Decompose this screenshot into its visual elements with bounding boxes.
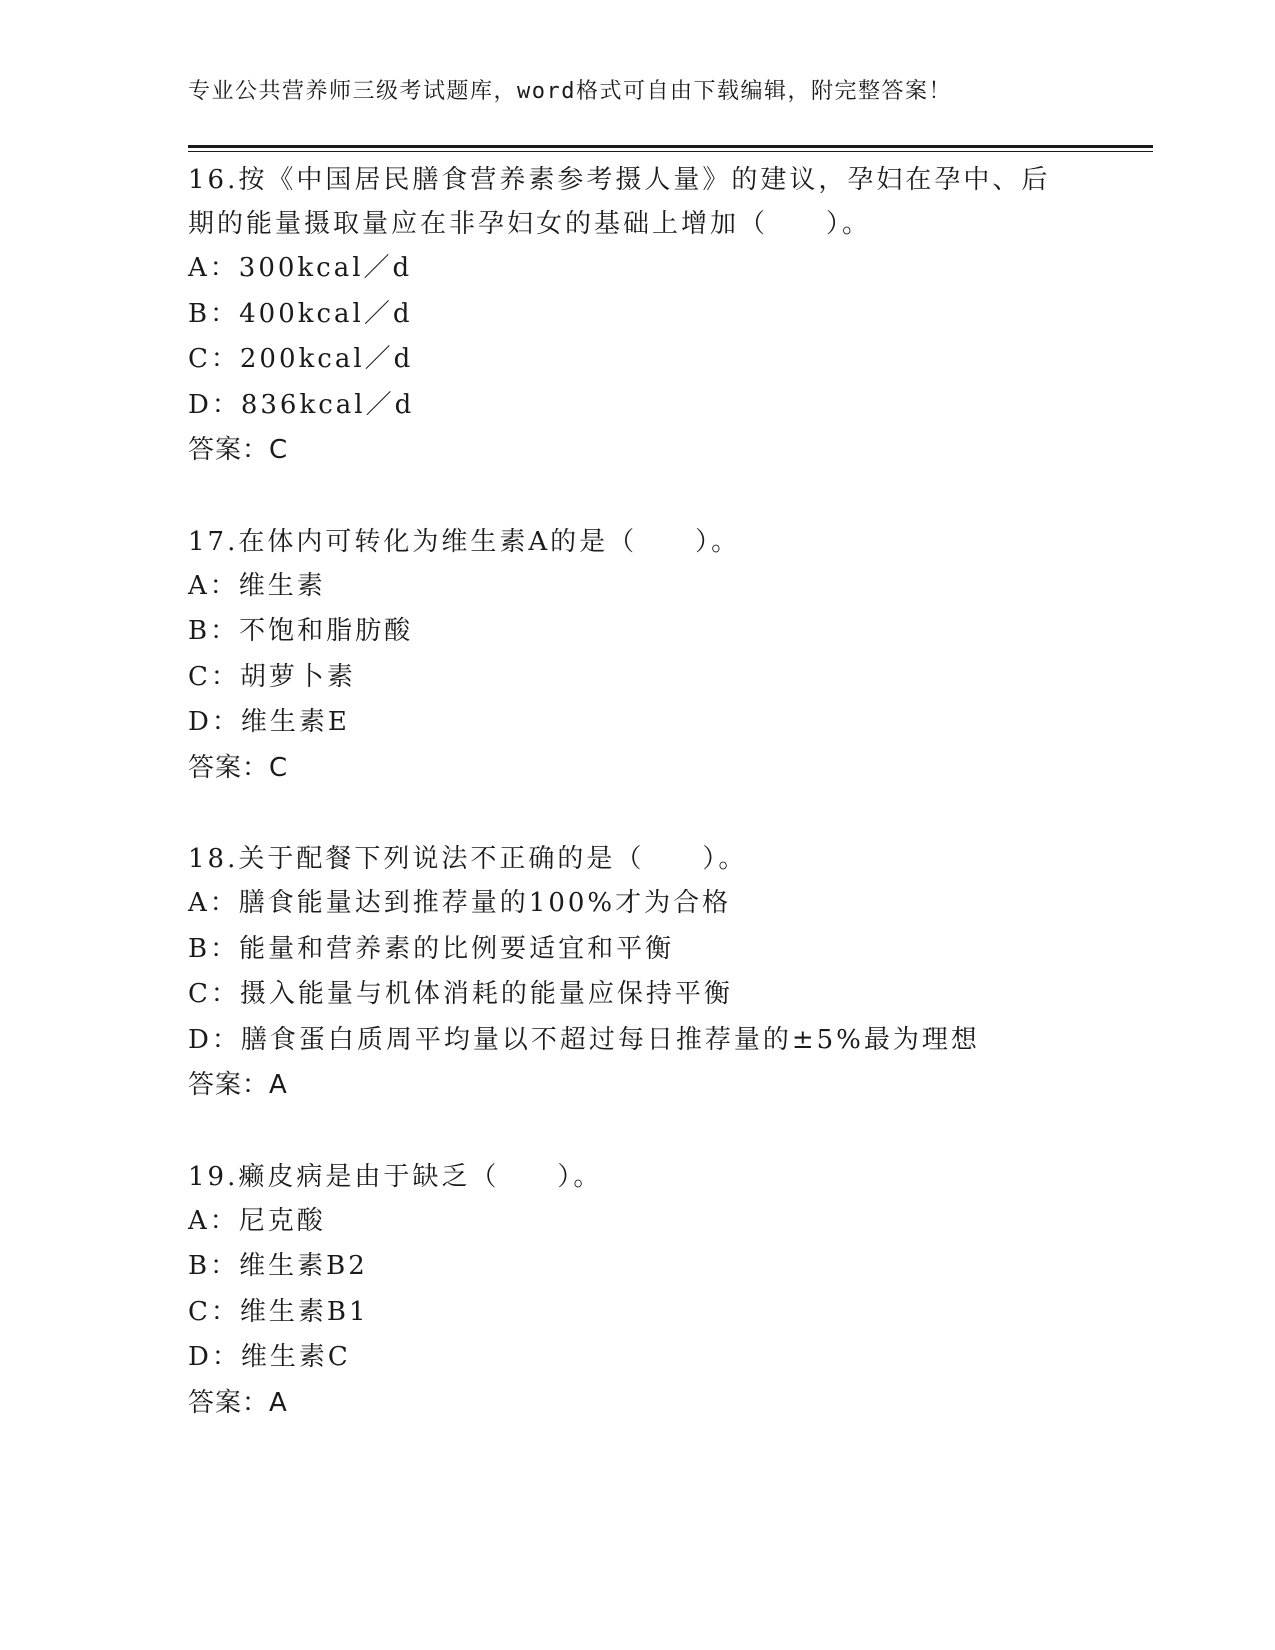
option-c: C：摄入能量与机体消耗的能量应保持平衡 bbox=[188, 979, 733, 1009]
header-rule bbox=[188, 145, 1153, 148]
answer: 答案：C bbox=[188, 435, 289, 465]
option-b: B：不饱和脂肪酸 bbox=[188, 616, 414, 646]
option-a: A：维生素 bbox=[188, 570, 326, 601]
page-header: 专业公共营养师三级考试题库，word格式可自由下载编辑，附完整答案！ bbox=[188, 79, 952, 104]
question-stem: 16.按《中国居民膳食营养素参考摄人量》的建议，孕妇在孕中、后期的能量摄取量应在非孕妇女的基础上增加（ ）。 bbox=[188, 165, 1051, 239]
question-19 bbox=[188, 1155, 1148, 1427]
option-d: D：维生素E bbox=[188, 707, 350, 737]
option-b: B：能量和营养素的比例要适宜和平衡 bbox=[188, 933, 675, 964]
option-c: C：维生素B1 bbox=[188, 1296, 369, 1327]
option-a: A：尼克酸 bbox=[188, 1205, 326, 1236]
question-list bbox=[188, 158, 1148, 1426]
option-d: D：836kcal／d bbox=[188, 389, 415, 420]
question-18 bbox=[188, 837, 1148, 1109]
question-stem: 19.癞皮病是由于缺乏（ ）。 bbox=[188, 1161, 603, 1192]
option-a: A：膳食能量达到推荐量的100%才为合格 bbox=[188, 888, 732, 918]
option-a: A：300kcal／d bbox=[188, 253, 413, 283]
answer: 答案：A bbox=[188, 1387, 288, 1418]
option-c: C：胡萝卜素 bbox=[188, 661, 356, 692]
answer: 答案：A bbox=[188, 1070, 288, 1100]
option-c: C：200kcal／d bbox=[188, 344, 414, 374]
question-stem: 17.在体内可转化为维生素A的是（ ）。 bbox=[188, 526, 741, 557]
question-17 bbox=[188, 520, 1148, 792]
option-b: B：400kcal／d bbox=[188, 298, 413, 329]
option-d: D：维生素C bbox=[188, 1342, 351, 1372]
question-16 bbox=[188, 158, 1148, 474]
option-b: B：维生素B2 bbox=[188, 1251, 368, 1281]
answer: 答案：C bbox=[188, 752, 289, 783]
question-stem: 18.关于配餐下列说法不正确的是（ ）。 bbox=[188, 844, 748, 874]
header-rule-thin bbox=[188, 151, 1153, 152]
option-d: D：膳食蛋白质周平均量以不超过每日推荐量的±5%最为理想 bbox=[188, 1024, 980, 1055]
